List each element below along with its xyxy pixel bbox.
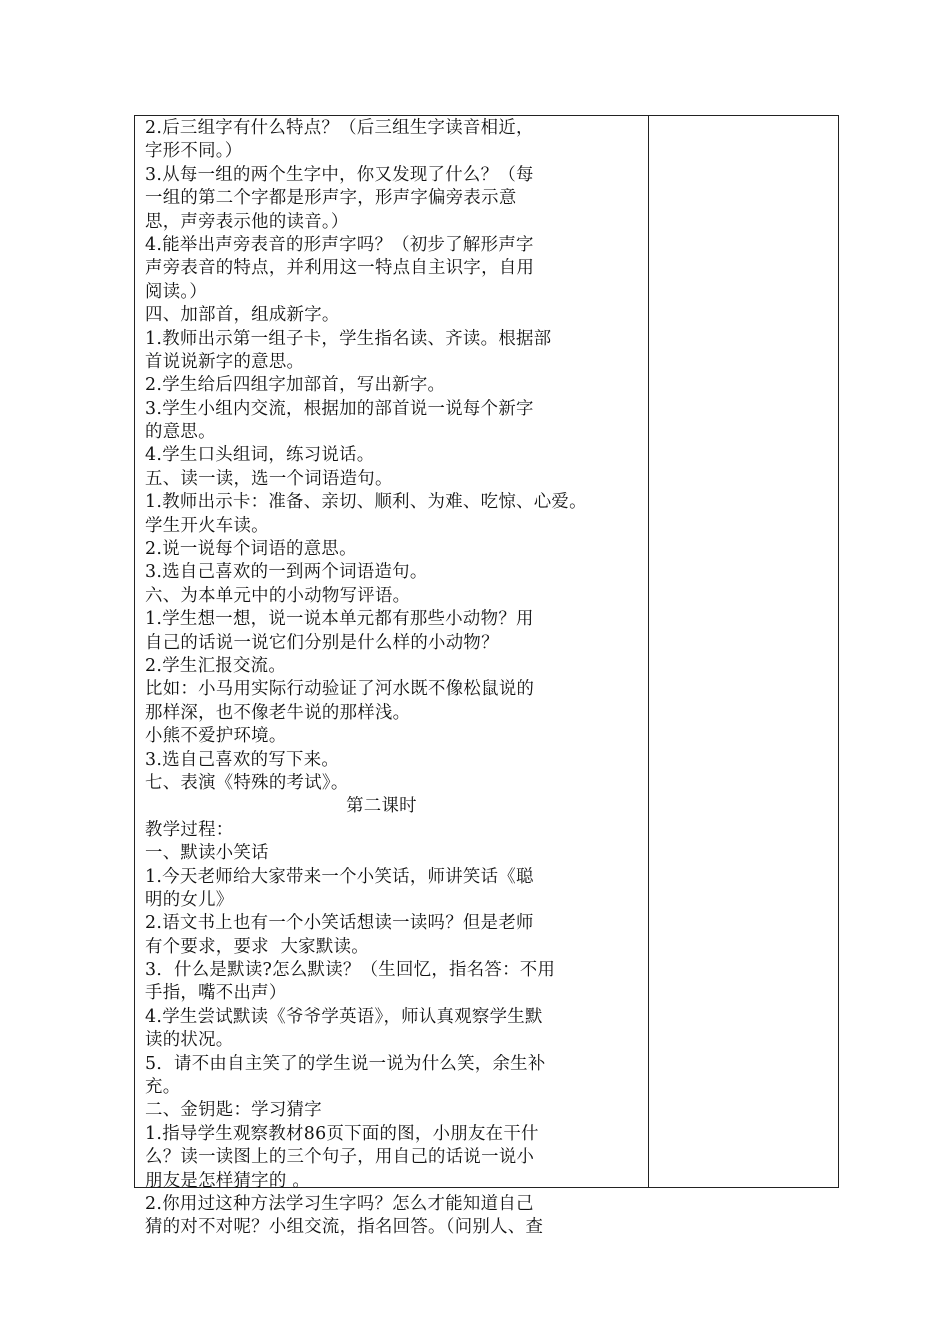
text-line: 那样深，也不像老牛说的那样浅。 xyxy=(145,702,411,723)
text-line: 朋友是怎样猜字的 。 xyxy=(145,1170,311,1191)
text-line: 5．请不由自主笑了的学生说一说为什么笑，余生补 xyxy=(145,1053,546,1074)
text-line: 字形不同。） xyxy=(145,141,243,162)
text-line: 充。 xyxy=(145,1077,181,1098)
text-line: 自己的话说一说它们分别是什么样的小动物？ xyxy=(145,632,499,653)
text-line: 一组的第二个字都是形声字，形声字偏旁表示意 xyxy=(145,188,517,209)
text-line: 3.从每一组的两个生字中，你又发现了什么？（每 xyxy=(145,164,534,185)
text-line: 4.能举出声旁表音的形声字吗？（初步了解形声字 xyxy=(145,234,534,255)
text-line: 阅读。） xyxy=(145,281,208,302)
text-line: 七、表演《特殊的考试》。 xyxy=(145,772,349,793)
text-line: 2.你用过这种方法学习生字吗？怎么才能知道自己 xyxy=(145,1193,534,1214)
text-line: 手指，嘴不出声） xyxy=(145,983,287,1004)
text-line: 1.教师出示卡：准备、亲切、顺利、为难、吃惊、心爱。 xyxy=(145,492,587,513)
text-line: 一、默读小笑话 xyxy=(145,843,269,864)
text-line: 2.学生汇报交流。 xyxy=(145,655,287,676)
text-line: 六、为本单元中的小动物写评语。 xyxy=(145,585,411,606)
text-line: 的意思。 xyxy=(145,422,216,443)
text-line: 1.学生想一想，说一说本单元都有那些小动物？用 xyxy=(145,609,534,630)
text-line: 四、加部首，组成新字。 xyxy=(145,305,340,326)
text-line: 学生开火车读。 xyxy=(145,515,269,536)
text-line: 教学过程： xyxy=(145,819,234,840)
text-line: 思，声旁表示他的读音。） xyxy=(145,211,349,232)
section-heading: 第二课时 xyxy=(346,796,417,817)
text-line: 猜的对不对呢？小组交流，指名回答。（问别人、查 xyxy=(145,1217,544,1238)
text-line: 4.学生口头组词，练习说话。 xyxy=(145,445,375,466)
text-line: 3.选自己喜欢的一到两个词语造句。 xyxy=(145,562,428,583)
text-line: 有个要求，要求 大家默读。 xyxy=(145,936,369,957)
teaching-process-column xyxy=(135,116,649,1238)
text-line: 声旁表音的特点，并利用这一特点自主识字，自用 xyxy=(145,258,535,279)
text-line: 2.后三组字有什么特点？（后三组生字读音相近， xyxy=(145,118,534,138)
text-line: 3.学生小组内交流，根据加的部首说一说每个新字 xyxy=(145,398,534,419)
lesson-plan-table xyxy=(134,115,839,1238)
text-line: 1.今天老师给大家带来一个小笑话，师讲笑话《聪 xyxy=(145,866,534,887)
text-line: 2.学生给后四组字加部首，写出新字。 xyxy=(145,375,446,396)
text-line: 2.语文书上也有一个小笑话想读一读吗？但是老师 xyxy=(145,913,534,934)
notes-column xyxy=(649,116,838,1187)
text-line: 4.学生尝试默读《爷爷学英语》，师认真观察学生默 xyxy=(145,1006,543,1027)
text-line: 五、读一读，选一个词语造句。 xyxy=(145,468,393,489)
text-line: 1.教师出示第一组子卡，学生指名读、齐读。根据部 xyxy=(145,328,552,349)
text-line: 么？读一读图上的三个句子，用自己的话说一说小 xyxy=(145,1147,535,1168)
text-line: 首说说新字的意思。 xyxy=(145,351,305,372)
text-line: 小熊不爱护环境。 xyxy=(145,726,287,747)
text-line: 读的状况。 xyxy=(145,1030,234,1051)
text-line: 3.选自己喜欢的写下来。 xyxy=(145,749,340,770)
text-line: 比如：小马用实际行动验证了河水既不像松鼠说的 xyxy=(145,679,535,700)
text-line: 1.指导学生观察教材86页下面的图，小朋友在干什 xyxy=(145,1123,539,1144)
text-line: 3．什么是默读?怎么默读？（生回忆，指名答：不用 xyxy=(145,960,556,981)
text-line: 二、金钥匙：学习猜字 xyxy=(145,1100,322,1121)
text-line: 明的女儿》 xyxy=(145,889,234,910)
text-line: 2.说一说每个词语的意思。 xyxy=(145,539,357,560)
